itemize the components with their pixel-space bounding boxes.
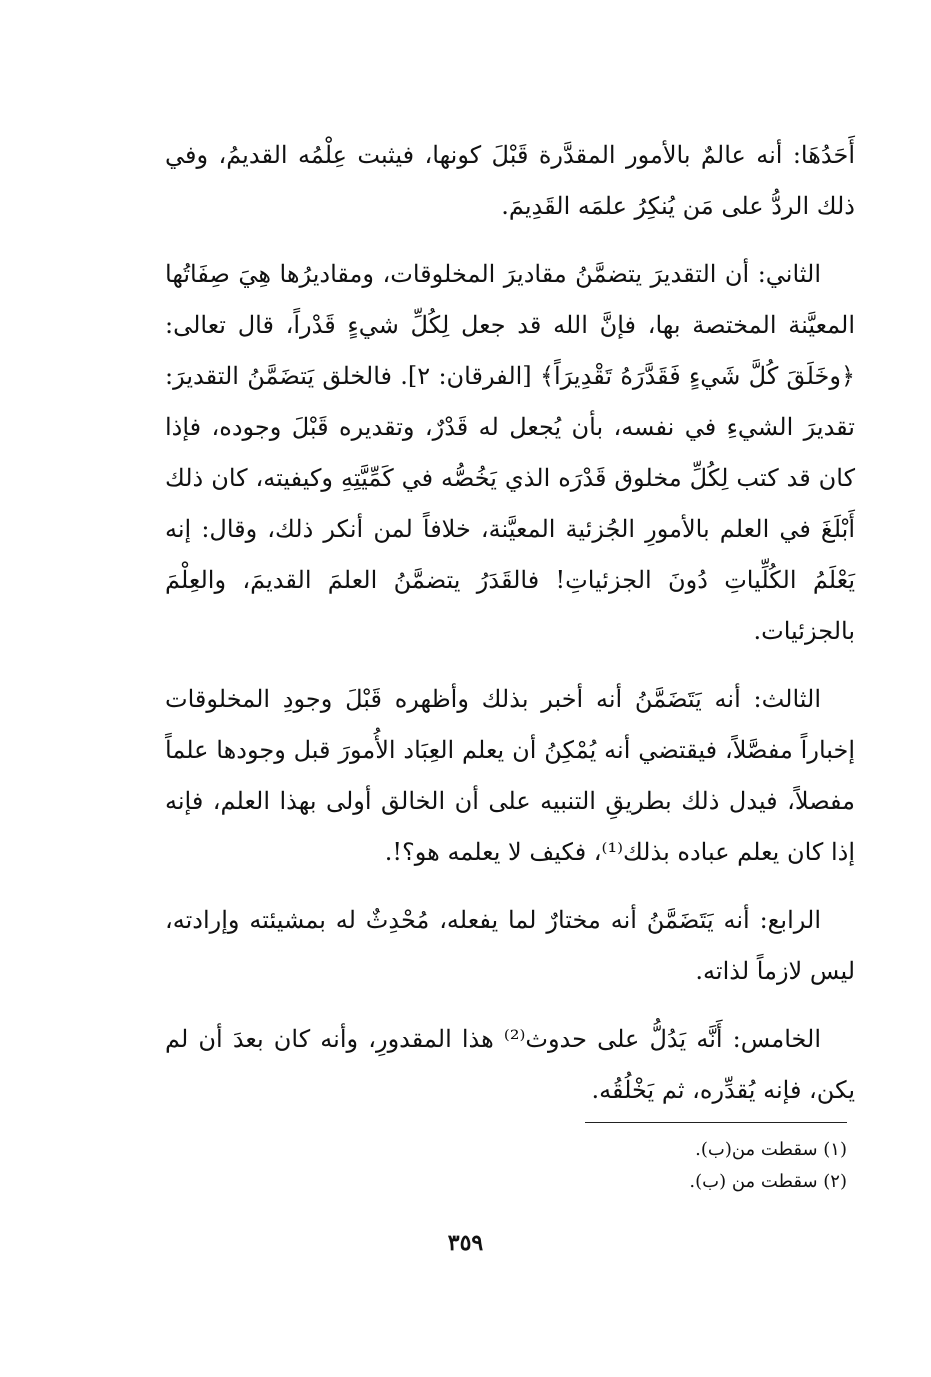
footnote-divider (585, 1122, 847, 1123)
footnotes (400, 1134, 847, 1198)
paragraph-first-point: أَحَدُهَا: أنه عالمٌ بالأمور المقدَّرة قَبْلَ كونها، فيثبت عِلْمُه القديمُ، وفي ذلك الردُّ على مَن يُنكِرُ علمَه القَدِيمَ. (165, 141, 855, 220)
footnote-1: (١) سقطت من(ب). (695, 1139, 847, 1160)
footnote-2: (٢) سقطت من (ب). (689, 1171, 847, 1192)
paragraph-second-point: الثاني: أن التقديرَ يتضمَّنُ مقاديرَ المخلوقات، ومقاديرُها هِيَ صِفَاتُها المعيَّنة المختصة بها، فإنَّ الله قد جعل لِكُلِّ شيءٍ قَدْراً، قال تعالى: ﴿وخَلَقَ كُلَّ شَيءٍ فَقَدَّرَهُ تَقْدِيرَاً﴾ [الفرقان: ٢]. فالخلق يَتضَمَّنُ التقديرَ: تقديرَ الشيءِ في نفسه، بأن يُجعل له قَدْرٌ، وتقديره قَبْلَ وجوده، فإذا كان قد كتب لِكُلِّ مخلوق قَدْرَه الذي يَخُصُّه في كَمِّيَّتِهِ وكيفيته، كان ذلك أَبْلَغَ في العلم بالأمورِ الجُزئية المعيَّنة، خلافاً لمن أنكر ذلك، وقال: إنه يَعْلَمُ الكُلِّياتِ دُونَ الجزئياتِ! فالقَدَرُ يتضمَّنُ العلمَ القديمَ، والعِلْمَ بالجزئيات. (165, 260, 856, 645)
page-number: ٣٥٩ (447, 1230, 484, 1256)
paragraph-fourth-point: الرابع: أنه يَتَضَمَّنُ أنه مختارٌ لما يفعله، مُحْدِثٌ له بمشيئته وإرادته، ليس لازماً لذاته. (165, 906, 855, 985)
main-text (165, 130, 855, 1133)
paragraph-fifth-point: الخامس: أَنَّه يَدُلُّ على حدوث⁽²⁾ هذا المقدورِ، وأنه كان بعدَ أن لم يكن، فإنه يُقدِّره، ثم يَخْلُقُه. (165, 1025, 855, 1104)
paragraph-third-point: الثالث: أنه يَتَضَمَّنُ أنه أخبر بذلك وأظهره قَبْلَ وجودِ المخلوقات إخباراً مفصَّلاً، فيقتضي أنه يُمْكِنُ أن يعلم العِبَاد الأُمورَ قبل وجودها علماً مفصلاً، فيدل ذلك بطريقِ التنبيه على أن الخالق أولى بهذا العلم، فإنه إذا كان يعلم عباده بذلك⁽¹⁾، فكيف لا يعلمه هو؟!. (165, 685, 855, 866)
